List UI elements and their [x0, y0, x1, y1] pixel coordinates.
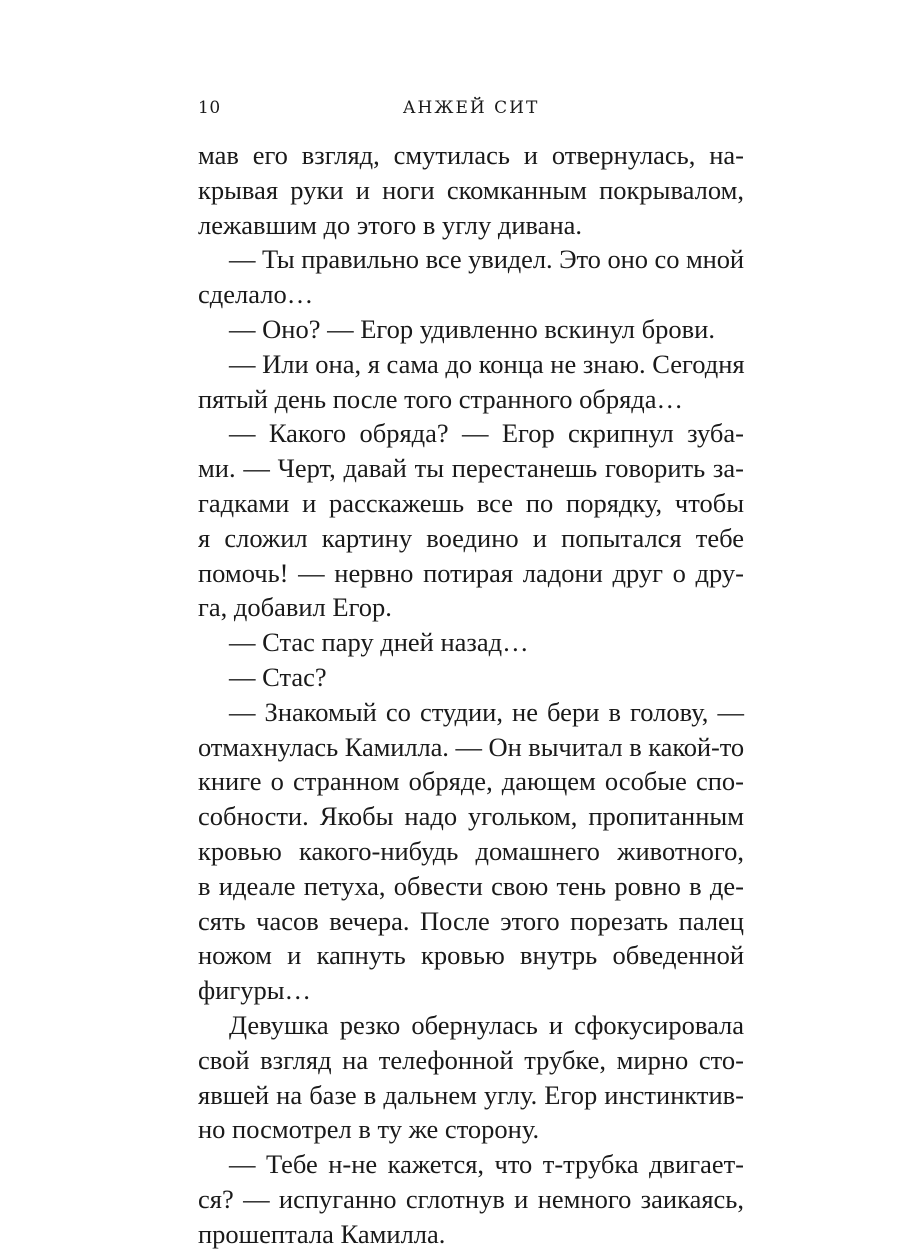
text-line: ми. — Черт, давай ты перестанешь говорить за-	[198, 453, 744, 484]
text-line: га, добавил Егор.	[198, 592, 392, 623]
text-line: крывая руки и ноги скомканным покрывалом,	[198, 174, 744, 205]
text-line: сделало…	[198, 279, 314, 310]
text-line: — Стас?	[229, 661, 327, 692]
page-number: 10	[198, 98, 221, 118]
text-line: — Какого обряда? — Егор скрипнул зуба-	[229, 418, 744, 449]
text-line: ся? — испуганно сглотнув и немного заикаясь,	[198, 1183, 744, 1214]
body-text	[198, 138, 744, 1252]
text-line: гадками и расскажешь все по порядку, чтобы	[198, 487, 744, 518]
text-line: в идеале петуха, обвести свою тень ровно в де-	[198, 870, 744, 901]
text-line: кровью какого-нибудь домашнего животного,	[198, 835, 744, 866]
text-line: фигуры…	[198, 975, 312, 1006]
text-line: пятый день после того странного обряда…	[198, 383, 684, 414]
text-line: сять часов вечера. После этого порезать палец	[198, 905, 744, 936]
text-line: мав его взгляд, смутилась и отвернулась, на-	[198, 140, 744, 170]
text-line: — Или она, я сама до конца не знаю. Сегодня	[229, 348, 745, 379]
text-line: — Стас пару дней назад…	[229, 627, 529, 658]
text-line: — Оно? — Егор удивленно вскинул брови.	[229, 313, 715, 344]
text-line: собности. Якобы надо угольком, пропитанным	[198, 801, 744, 832]
text-line: ножом и капнуть кровью внутрь обведенной	[198, 940, 744, 971]
text-line: — Тебе н-не кажется, что т-трубка двигает-	[229, 1149, 744, 1180]
text-line: — Ты правильно все увидел. Это оно со мной	[229, 244, 744, 275]
text-line: — Знакомый со студии, не бери в голову, —	[229, 696, 744, 727]
text-line: помочь! — нервно потирая ладони друг о дру-	[198, 557, 744, 588]
text-line: я сложил картину воедино и попытался тебе	[198, 522, 744, 553]
text-line: Девушка резко обернулась и сфокусировала	[229, 1009, 744, 1040]
running-head-author: АНЖЕЙ СИТ	[402, 98, 540, 118]
text-line: лежавшим до этого в углу дивана.	[198, 209, 583, 240]
text-line: но посмотрел в ту же сторону.	[198, 1114, 540, 1145]
text-line: свой взгляд на телефонной трубке, мирно сто-	[198, 1044, 744, 1075]
running-head	[198, 98, 744, 122]
text-line: книге о странном обряде, дающем особые спо-	[198, 766, 744, 797]
text-line: отмахнулась Камилла. — Он вычитал в какой-то	[198, 731, 744, 762]
text-line: прошептала Камилла.	[198, 1218, 446, 1249]
text-line: явшей на базе в дальнем углу. Егор инстинктив-	[198, 1079, 744, 1110]
